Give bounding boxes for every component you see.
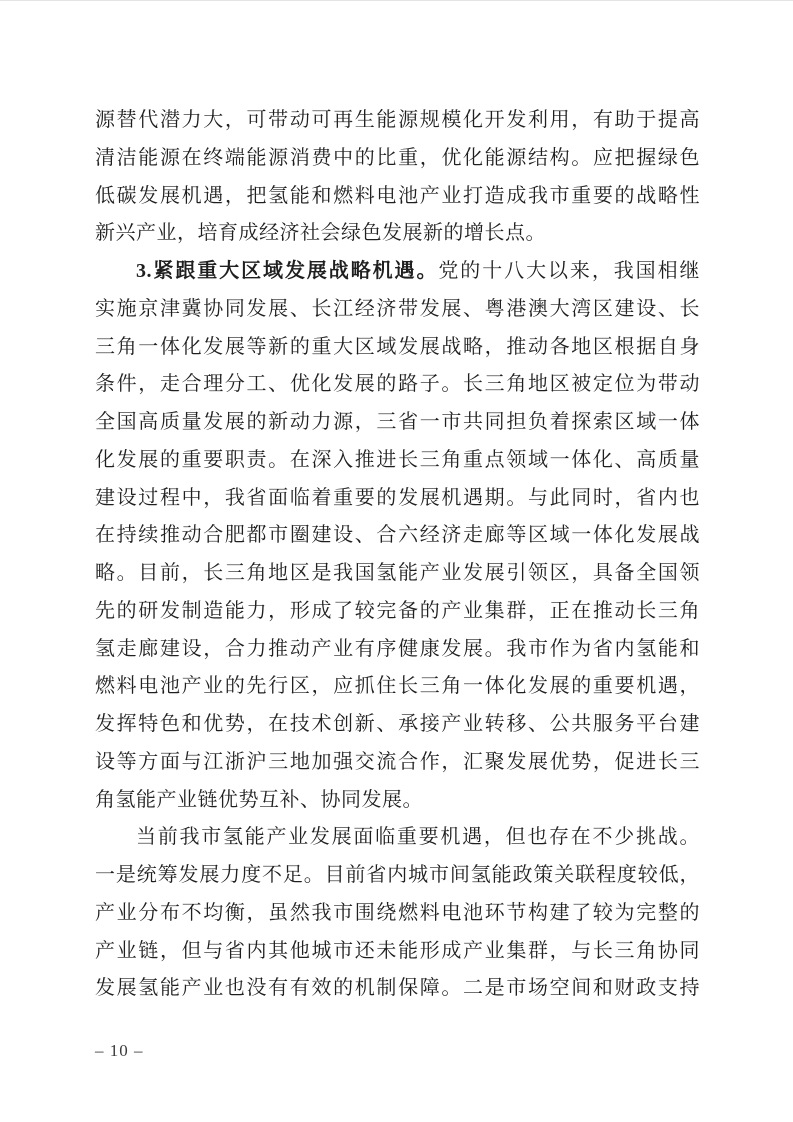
para-3-regional-strategy-opportunity (95, 253, 700, 819)
text-line (95, 215, 700, 253)
text-line (95, 178, 700, 216)
text-run: 源替代潜力大，可带动可再生能源规模化开发利用，有助于提高 (95, 109, 700, 131)
page-number: – 10 – (95, 1041, 144, 1060)
text-block (95, 102, 700, 1008)
para-opportunities-and-challenges (95, 819, 700, 1008)
text-line (95, 933, 700, 971)
text-line (95, 857, 700, 895)
text-line (95, 442, 700, 480)
text-line (95, 291, 700, 329)
text-run: 一是统筹发展力度不足。目前省内城市间氢能政策关联程度较低， (95, 864, 700, 886)
text-line (95, 329, 700, 367)
text-run: 三角一体化发展等新的重大区域发展战略，推动各地区根据自身 (95, 335, 700, 358)
text-line (95, 970, 700, 1008)
text-line (95, 366, 700, 404)
text-run: 党的十八大以来，我国相继 (438, 260, 700, 282)
text-line (95, 782, 700, 820)
text-line (95, 744, 700, 782)
text-line (95, 668, 700, 706)
text-run: 当前我市氢能产业发展面临重要机遇，但也存在不少挑战。 (136, 826, 700, 849)
text-run: 产业分布不均衡，虽然我市围绕燃料电池环节构建了较为完整的 (95, 901, 700, 924)
text-line (95, 555, 700, 593)
bold-text-run: 3.紧跟重大区域发展战略机遇。 (136, 260, 439, 282)
text-line (95, 480, 700, 518)
text-line (95, 517, 700, 555)
text-run: 全国高质量发展的新动力源，三省一市共同担负着探索区域一体 (95, 411, 700, 433)
text-line (95, 404, 700, 442)
text-run: 建设过程中，我省面临着重要的发展机遇期。与此同时，省内也 (95, 486, 700, 509)
text-line (95, 706, 700, 744)
text-run: 角氢能产业链优势互补、协同发展。 (95, 788, 423, 811)
text-line (95, 593, 700, 631)
text-run: 实施京津冀协同发展、长江经济带发展、粤港澳大湾区建设、长 (95, 297, 700, 320)
para-green-development-continuation (95, 102, 700, 253)
text-run: 条件，走合理分工、优化发展的路子。长三角地区被定位为带动 (95, 373, 700, 396)
text-run: 略。目前，长三角地区是我国氢能产业发展引领区，具备全国领 (95, 562, 700, 584)
text-run: 设等方面与江浙沪三地加强交流合作，汇聚发展优势，促进长三 (95, 750, 700, 773)
text-run: 化发展的重要职责。在深入推进长三角重点领域一体化、高质量 (95, 448, 700, 471)
text-line (95, 631, 700, 669)
text-run: 产业链，但与省内其他城市还未能形成产业集群，与长三角协同 (95, 939, 700, 962)
text-run: 氢走廊建设，合力推动产业有序健康发展。我市作为省内氢能和 (95, 637, 700, 660)
text-line (95, 253, 700, 291)
text-run: 低碳发展机遇，把氢能和燃料电池产业打造成我市重要的战略性 (95, 184, 700, 207)
text-run: 发挥特色和优势，在技术创新、承接产业转移、公共服务平台建 (95, 713, 700, 735)
text-line (95, 140, 700, 178)
text-line (95, 895, 700, 933)
text-run: 燃料电池产业的先行区，应抓住长三角一体化发展的重要机遇， (95, 675, 700, 698)
text-run: 发展氢能产业也没有有效的机制保障。二是市场空间和财政支持 (95, 977, 700, 1000)
text-run: 新兴产业，培育成经济社会绿色发展新的增长点。 (95, 222, 546, 245)
text-run: 在持续推动合肥都市圈建设、合六经济走廊等区域一体化发展战 (95, 524, 700, 547)
text-line (95, 102, 700, 140)
text-run: 先的研发制造能力，形成了较完备的产业集群，正在推动长三角 (95, 599, 700, 622)
text-run: 清洁能源在终端能源消费中的比重，优化能源结构。应把握绿色 (95, 146, 700, 169)
text-line (95, 819, 700, 857)
